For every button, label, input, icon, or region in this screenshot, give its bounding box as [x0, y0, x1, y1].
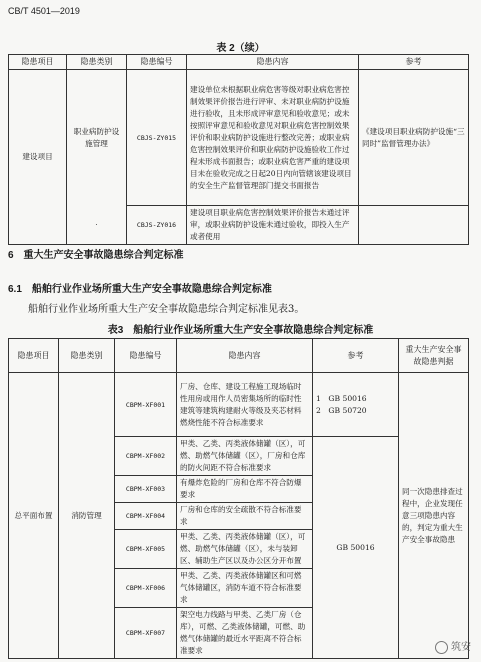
- wechat-logo-icon: [435, 641, 448, 654]
- standard-code: CB/T 4501—2019: [8, 6, 80, 16]
- table2-header-row: [9, 55, 469, 70]
- dot-mark: ·: [95, 219, 98, 229]
- table3-header-row: [9, 339, 469, 373]
- table-row: [9, 206, 469, 245]
- table3-header-criteria: 重大生产安全事故隐患判据: [399, 339, 469, 373]
- hazard-content: 厂房和仓库的安全疏散不符合标准要求: [177, 503, 313, 530]
- table2-header-code: 隐患编号: [127, 55, 187, 70]
- hazard-content: 厂房、仓库、建设工程施工现场临时性用房或用作人员密集场所的临时性建筑等建筑构建耐火等级及夹芯材料燃烧性能不符合标准要求: [177, 373, 313, 437]
- hazard-code: CBPM-XF006: [115, 569, 177, 608]
- hazard-code: CBPM-XF001: [115, 373, 177, 437]
- hazard-content: 建设单位未根据职业病危害等级对职业病危害控制效果评价报告进行评审、未对职业病防护设施进行验收，且未形成评审意见和验收意见；或未按照评审意见和验收意见对职业病危害控制效果评价和职业病防护设施进行整改完善；或职业病危害控制效果评价和职业病防护设施验收工作过程未形成书面报告；或职业病危害严重的建设项目未在验收完成之日起20日内向管辖该建设项目的安全生产监督管理部门提交书面报告: [187, 70, 359, 206]
- hazard-code: CBPM-XF005: [115, 530, 177, 569]
- hazard-code: CBJS-ZY015: [127, 70, 187, 206]
- hazard-content: 甲类、乙类、丙类液体储罐（区），可燃、助燃气体储罐（区），厂房和仓库的防火间距不符合标准要求: [177, 437, 313, 476]
- hazard-content: 甲类、乙类、丙类液体储罐区和可燃气体储罐区，消防车道不符合标准要求: [177, 569, 313, 608]
- reference-cell: 《建设项目职业病防护设施“三同时”监督管理办法》: [359, 70, 469, 206]
- hazard-content: 架空电力线路与甲类、乙类厂房（仓库），可燃、乙类液体储罐，可燃、助燃气体储罐的最近水平距离不符合标准要求: [177, 608, 313, 659]
- section-6-1-paragraph: 船舶行业作业场所重大生产安全事故隐患综合判定标准见表3。: [28, 304, 305, 315]
- reference-cell: GB 50016: [313, 437, 399, 659]
- table2-header-item: 隐患项目: [9, 55, 67, 70]
- table-3: [8, 338, 469, 659]
- hazard-code: CBPM-XF004: [115, 503, 177, 530]
- table3-header-code: 隐患编号: [115, 339, 177, 373]
- table-row: [9, 373, 469, 437]
- table-2: [8, 54, 469, 245]
- reference-cell-empty: [359, 206, 469, 245]
- table2-header-reference: 参考: [359, 55, 469, 70]
- hazard-content: 甲类、乙类、丙类液体储罐（区），可燃、助燃气体储罐（区），未与装卸区、辅助生产区以及办公区分开布置: [177, 530, 313, 569]
- hazard-code: CBPM-XF002: [115, 437, 177, 476]
- hazard-code: CBJS-ZY016: [127, 206, 187, 245]
- table3-header-content: 隐患内容: [177, 339, 313, 373]
- hazard-content: 建设项目职业病危害控制效果评价报告未通过评审，或职业病防护设施未通过验收，即投入生产或者使用: [187, 206, 359, 245]
- hazard-code: CBPM-XF003: [115, 476, 177, 503]
- section-6-1-heading: 6.1 船舶行业作业场所重大生产安全事故隐患综合判定标准: [8, 284, 272, 295]
- table2-item-cell: 建设项目: [9, 70, 67, 245]
- criteria-cell: 同一次隐患排查过程中，企业发现任意三项隐患内容的，判定为重大生产安全事故隐患: [399, 373, 469, 659]
- table3-header-reference: 参考: [313, 339, 399, 373]
- hazard-code: CBPM-XF007: [115, 608, 177, 659]
- table3-item-cell: 总平面布置: [9, 373, 59, 659]
- table3-header-item: 隐患项目: [9, 339, 59, 373]
- table2-category-continued: [67, 206, 127, 245]
- table-row: [9, 70, 469, 206]
- watermark-text: 筑安: [451, 642, 471, 654]
- table3-category-cell: 消防管理: [59, 373, 115, 659]
- section-6-heading: 6 重大生产安全事故隐患综合判定标准: [8, 250, 184, 261]
- table2-header-content: 隐患内容: [187, 55, 359, 70]
- table2-header-category: 隐患类别: [67, 55, 127, 70]
- hazard-content: 有爆炸危险的厂房和仓库不符合防爆要求: [177, 476, 313, 503]
- reference-cell: 1 GB 50016 2 GB 50720: [313, 373, 399, 437]
- table3-header-category: 隐患类别: [59, 339, 115, 373]
- table3-caption: 表3 船舶行业作业场所重大生产安全事故隐患综合判定标准: [107, 325, 374, 336]
- table2-category-cell: 职业病防护设施管理: [67, 70, 127, 206]
- watermark: [435, 638, 471, 654]
- table2-caption: 表 2（续）: [216, 43, 265, 54]
